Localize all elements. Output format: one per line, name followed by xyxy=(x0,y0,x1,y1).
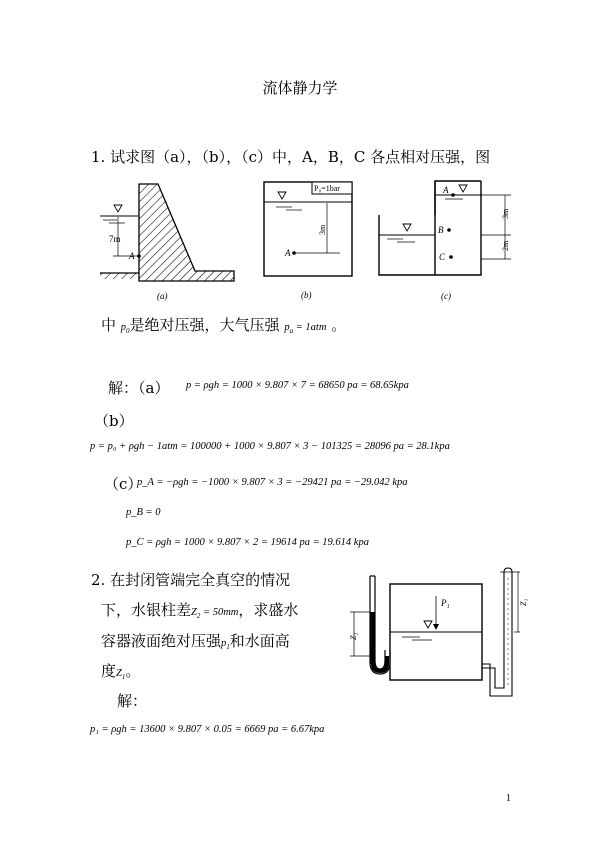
q2-solution-label: 解： xyxy=(117,692,148,710)
figure-b-point-a-label: A xyxy=(285,248,291,258)
page-number: 1 xyxy=(506,793,511,804)
q1-equation-a: p = ρgh = 1000 × 9.807 × 7 = 68650 pa = 68.65kpa xyxy=(186,380,409,391)
q2-statement-line1: 2. 在封闭管端完全真空的情况 xyxy=(91,571,291,589)
figure-b-caption: (b) xyxy=(301,290,312,300)
q2-statement-line2: 下，水银柱差$Z_2 = 50mm$，求盛水 xyxy=(101,601,299,621)
figure-c-point-c-label: C xyxy=(439,252,446,262)
figure-q2-p1-label: P₁ xyxy=(441,598,450,608)
figure-b xyxy=(258,176,360,304)
figure-c-dim-upper: 3m xyxy=(501,208,510,219)
figure-b-depth-label: 3m xyxy=(318,224,327,235)
page-title: 流体静力学 xyxy=(262,79,338,97)
q1-equation-c1: p_A = −ρgh = −1000 × 9.807 × 3 = −29421 pa = −29.042 kpa xyxy=(137,477,408,488)
q1-solution-label: 解：（a） xyxy=(108,379,170,397)
q2-equation: p₁ = ρgh = 13600 × 9.807 × 0.05 = 6669 pa = 6.67kpa xyxy=(90,724,325,735)
q1-label-c: （c） xyxy=(104,475,143,493)
figure-b-p0-label: P₀=1bar xyxy=(314,184,340,193)
q2-statement-line4: 度$Z_1$。 xyxy=(101,662,141,682)
figure-q2-z1-label: Z₁ xyxy=(519,598,528,606)
figure-c-dim-lower: 2m xyxy=(501,240,510,251)
q1-equation-c3: p_C = ρgh = 1000 × 9.807 × 2 = 19614 pa = 19.614 kpa xyxy=(126,537,369,548)
figure-c-caption: (c) xyxy=(441,291,451,301)
figure-a xyxy=(95,178,245,304)
figure-a-depth-label: 7m xyxy=(109,234,121,244)
figure-q2 xyxy=(340,566,528,706)
q1-equation-c2: p_B = 0 xyxy=(126,507,161,518)
q1-label-b: （b） xyxy=(94,412,134,430)
figure-c-point-b-label: B xyxy=(438,225,444,235)
figure-c-point-a-label: A xyxy=(443,185,449,195)
q1-statement-line2: 中 $p_0$是绝对压强，大气压强 $p_a = 1atm$ 。 xyxy=(101,316,347,336)
figure-c xyxy=(373,175,523,307)
q1-statement-line1: 1. 试求图（a），（b），（c）中，A，B，C 各点相对压强，图 xyxy=(91,148,491,166)
q2-statement-line3: 容器液面绝对压强$p_1$和水面高 xyxy=(101,632,290,652)
figure-a-caption: (a) xyxy=(157,291,168,301)
figure-a-point-a-label: A xyxy=(129,251,135,261)
figure-q2-z2-label: Z₂ xyxy=(349,632,358,640)
q1-equation-b: p = p₀ + ρgh − 1atm = 100000 + 1000 × 9.807 × 3 − 101325 = 28096 pa = 28.1kpa xyxy=(90,441,450,452)
